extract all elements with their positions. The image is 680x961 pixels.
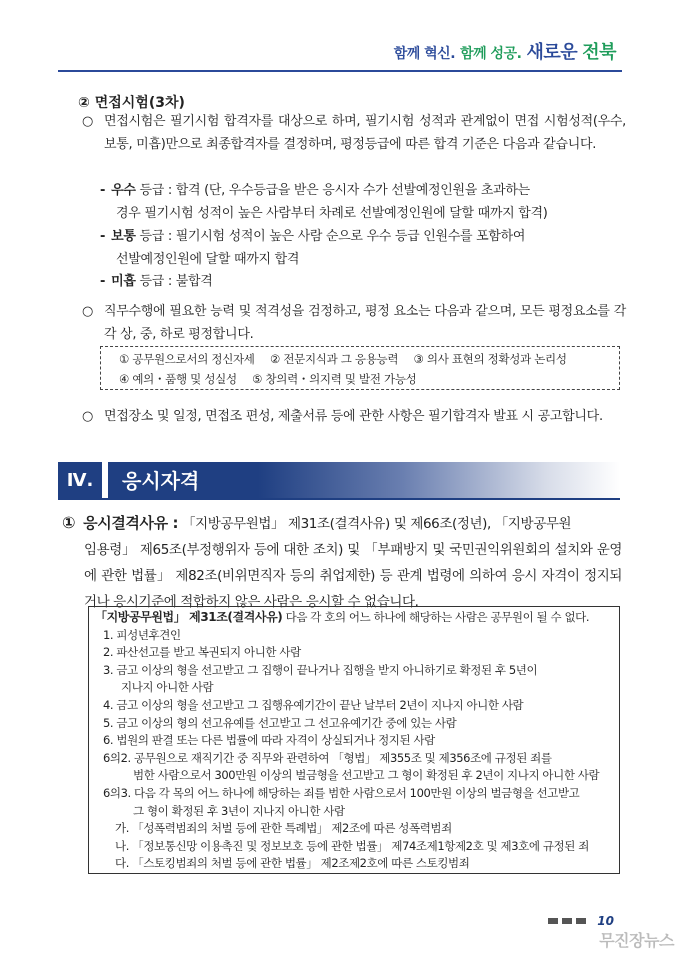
law-clause: 3. 금고 이상의 형을 선고받고 그 집행이 끝나거나 집행을 받지 아니하기로 확정된 후 5년이 xyxy=(103,662,538,677)
bullet-circle: ○ xyxy=(82,114,94,129)
section-number: Ⅳ. xyxy=(58,462,102,500)
evaluation-element: ⑤ 창의력・의지력 및 발전 가능성 xyxy=(252,372,417,386)
grade-normal-text: 등급 : 필기시험 성적이 높은 사람 순으로 우수 등급 인원수를 포함하여 xyxy=(139,229,526,244)
law-clause: 4. 금고 이상의 형을 선고받고 그 집행유예기간이 끝난 날부터 2년이 지나지 아니한 사람 xyxy=(103,697,524,712)
evaluation-element: ③ 의사 표현의 정확성과 논리성 xyxy=(413,352,567,366)
grade-excellent-cont: 경우 필기시험 성적이 높은 사람부터 차례로 선발예정인원에 달할 때까지 합격) xyxy=(116,206,548,221)
law-clause: 5. 금고 이상의 형의 선고유예를 선고받고 그 선고유예기간 중에 있는 사람 xyxy=(103,715,457,730)
disqualification-number: ① xyxy=(62,513,76,532)
section-title: 응시자격 xyxy=(108,462,258,500)
law-clause: 6의2. 공무원으로 재직기간 중 직무와 관련하여 「형법」 제355조 및 제356조에 규정된 죄를 xyxy=(103,750,552,765)
law-subclause: 가. 「성폭력범죄의 처벌 등에 관한 특례법」 제2조에 따른 성폭력범죄 xyxy=(115,821,452,836)
interview-heading: ② 면접시험(3차) xyxy=(78,95,185,111)
law-clause: 2. 파산선고를 받고 복권되지 아니한 사람 xyxy=(103,645,301,660)
grade-excellent: - 우수 등급 : 합격 (단, 우수등급을 받은 응시자 수가 선발예정인원을 초과하는 경우 필기시험 성적이 높은 사람부터 차례로 선발예정인원에 달할 때까지 합격) xyxy=(100,179,625,225)
slogan-part-3: 새로운 xyxy=(526,42,578,63)
page-number: 10 xyxy=(597,914,614,928)
header-slogan xyxy=(394,38,616,64)
interview-paragraph-3-text: 면접장소 및 일정, 면접조 편성, 제출서류 등에 관한 사항은 필기합격자 발표 시 공고합니다. xyxy=(104,409,603,424)
law-clause: 1. 피성년후견인 xyxy=(103,627,181,642)
grade-poor: - 미흡 등급 : 불합격 xyxy=(100,274,213,289)
law-clause-cont: 지나지 아니한 사람 xyxy=(121,680,214,695)
grade-excellent-text: 등급 : 합격 (단, 우수등급을 받은 응시자 수가 선발예정인원을 초과하는 xyxy=(139,183,530,198)
watermark: 무진장뉴스 xyxy=(599,931,674,950)
interview-paragraph-3 xyxy=(82,405,626,428)
law-clause-cont: 그 형이 확정된 후 3년이 지나지 아니한 사람 xyxy=(133,803,345,818)
slogan-part-1: 함께 혁신. xyxy=(393,46,456,62)
grade-normal-label: 보통 xyxy=(111,229,136,244)
disqualification-paragraph xyxy=(62,510,622,615)
grade-poor-label: 미흡 xyxy=(111,274,136,289)
interview-paragraph-2 xyxy=(82,300,626,346)
evaluation-element: ① 공무원으로서의 정신자세 xyxy=(119,352,255,366)
law-article-intro: 다음 각 호의 어느 하나에 해당하는 사람은 공무원이 될 수 없다. xyxy=(282,610,590,624)
page-number-decoration xyxy=(548,918,590,924)
section-header xyxy=(58,462,620,500)
evaluation-elements-box xyxy=(100,346,620,390)
slogan-part-2: 함께 성공. xyxy=(460,46,522,62)
bullet-circle: ○ xyxy=(82,409,94,424)
disqualification-rest: 임용령」 제65조(부정행위자 등에 대한 조치) 및 「부패방지 및 국민권익위원회의 설치와 운영에 관한 법률」 제82조(비위면직자 등의 취업제한) 등 관계 법령에 의하여 응시 자격이 정지되거나 응시기준에 적합하지 않은 사람은 응시할 수 없습니다. xyxy=(84,542,622,610)
interview-paragraph-1-text: 면접시험은 필기시험 합격자를 대상으로 하며, 필기시험 성적과 관계없이 면접 시험성적(우수, 보통, 미흡)만으로 최종합격자를 결정하며, 평정등급에 따른 합격 기준은 다음과 같습니다. xyxy=(104,114,626,152)
law-clause-cont: 범한 사람으로서 300만원 이상의 벌금형을 선고받고 그 형이 확정된 후 2년이 지나지 아니한 사람 xyxy=(133,768,600,783)
section-header-rule xyxy=(58,498,620,500)
interview-paragraph-1 xyxy=(82,110,626,156)
slogan-part-4: 전북 xyxy=(582,42,616,63)
bullet-circle: ○ xyxy=(82,304,94,319)
evaluation-element: ④ 예의・품행 및 성실성 xyxy=(119,372,237,386)
interview-paragraph-2-text: 직무수행에 필요한 능력 및 적격성을 검정하고, 평정 요소는 다음과 같으며, 모든 평정요소를 각각 상, 중, 하로 평정합니다. xyxy=(104,304,626,342)
grade-normal: - 보통 등급 : 필기시험 성적이 높은 사람 순으로 우수 등급 인원수를 포함하여 선발예정인원에 달할 때까지 합격 xyxy=(100,225,625,271)
disqualification-heading: 응시결격사유 : xyxy=(83,514,179,532)
law-article-header xyxy=(95,609,613,627)
law-article-title: 「지방공무원법」 제31조(결격사유) xyxy=(95,610,283,624)
header-divider xyxy=(58,70,622,72)
grade-normal-cont: 선발예정인원에 달할 때까지 합격 xyxy=(116,252,300,267)
law-subclause: 다. 「스토킹범죄의 처벌 등에 관한 법률」 제2조제2호에 따른 스토킹범죄 xyxy=(115,856,470,871)
evaluation-element: ② 전문지식과 그 응용능력 xyxy=(269,352,399,366)
disqualification-line-1: 「지방공무원법」 제31조(결격사유) 및 제66조(정년), 「지방공무원 xyxy=(182,516,572,532)
law-clause: 6의3. 다음 각 목의 어느 하나에 해당하는 죄를 범한 사람으로서 100만원 이상의 벌금형을 선고받고 xyxy=(103,785,580,800)
law-subclause: 나. 「정보통신망 이용촉진 및 정보보호 등에 관한 법률」 제74조제1항제2호 및 제3호에 규정된 죄 xyxy=(115,838,589,853)
law-clause: 6. 법원의 판결 또는 다른 법률에 따라 자격이 상실되거나 정지된 사람 xyxy=(103,733,435,748)
section-header-gradient xyxy=(258,462,620,500)
grade-poor-text: 등급 : 불합격 xyxy=(139,274,213,289)
law-article-box xyxy=(88,606,620,874)
grade-excellent-label: 우수 xyxy=(111,183,136,198)
